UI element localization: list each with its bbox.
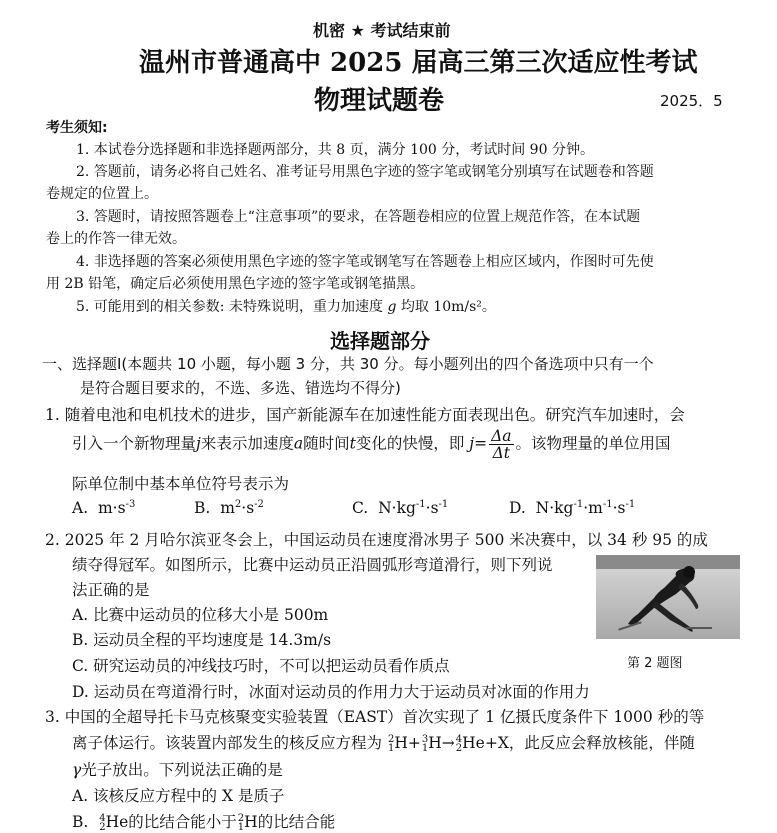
q1-line2: [72, 428, 671, 461]
q3-line3: [72, 758, 283, 780]
q3-option-b-label: B.: [72, 813, 89, 831]
q3-option-b: [72, 810, 335, 832]
q1-option-a: [72, 499, 135, 517]
notice-item-4-cont: 用 2B 铅笔，确定后必须使用黑色字迹的签字笔或钢笔描黑。: [46, 276, 425, 292]
q3-text-c: 光子放出。下列说法正确的是: [81, 761, 283, 779]
q1-option-d-sup3: -1: [625, 499, 636, 510]
q3-he-mass: 4: [455, 734, 463, 745]
q3-option-b-mid: 的比结合能小于: [128, 813, 237, 831]
q1-option-c: [352, 499, 448, 517]
q3-text-a: 离子体运行。该装置内部发生的核反应方程为: [72, 734, 383, 752]
q3-optb-he-mass: 4: [99, 813, 106, 824]
q1-formula-eq: =: [474, 434, 488, 453]
q3-h2-symbol: H: [394, 734, 408, 752]
q3-he-charge: 2: [455, 743, 463, 754]
q3-text-b: ，此反应会释放核能，伴随: [508, 734, 695, 752]
skate-blade-back: [686, 627, 712, 629]
q3-line1: 3. 中国的全超导托卡马克核聚变实验装置（EAST）首次实现了 1 亿摄氏度条件下 1000 秒的等: [45, 708, 705, 726]
q1-option-d-text: N·kg: [535, 499, 574, 518]
q1-option-d-sup: -1: [573, 499, 584, 510]
notice-heading: 考生须知:: [46, 120, 108, 136]
q3-h3-charge: 1: [421, 743, 429, 754]
notice-item-2: 2. 答题前，请务必将自己姓名、准考证号用黑色字迹的签字笔或钢笔分别填写在试题卷和答题: [76, 164, 654, 180]
q1-option-b-sup2: -2: [254, 499, 264, 510]
skater-helmet: [683, 566, 695, 578]
q3-optb-h-symbol: H: [244, 813, 258, 831]
q1-option-c-text: N·kg: [378, 499, 416, 518]
notice-item-3: 3. 答题时，请按照答题卷上“注意事项”的要求，在答题卷相应的位置上规范作答，在本试题: [76, 209, 641, 225]
section-intro-line1: 一、选择题Ⅰ(本题共 10 小题，每小题 3 分，共 30 分。每小题列出的四个备选项中只有一个: [42, 355, 654, 373]
q2-option-c: C. 研究运动员的冲线技巧时，不可以把运动员看作质点: [72, 657, 450, 675]
exam-subtitle: 物理试题卷: [314, 86, 445, 116]
q1-formula-j: j: [469, 434, 475, 453]
q1-option-b-sup: 2: [234, 499, 242, 510]
q1-option-b-text2: ·s: [241, 499, 255, 518]
q3-plus-2: +: [484, 734, 498, 752]
q1-option-d: [509, 499, 635, 517]
exam-title: 温州市普通高中 2025 届高三第三次适应性考试: [139, 48, 698, 78]
q1-frac-den: Δt: [492, 444, 511, 462]
notice-item-5-prefix: 5. 可能用到的相关参数: 未特殊说明，重力加速度: [76, 299, 383, 315]
q1-option-a-text: m·s: [97, 499, 126, 518]
q1-t-symbol: t: [349, 434, 356, 453]
section-title: 选择题部分: [330, 329, 430, 353]
q3-x-symbol: X: [497, 734, 509, 752]
secret-label: 机密 ★ 考试结束前: [313, 21, 451, 40]
notice-item-5: [76, 296, 496, 318]
q1-option-d-sup2: -1: [602, 499, 613, 510]
q1-text-d: 变化的快慢，即: [355, 434, 465, 453]
section-intro-line2: 是符合题目要求的，不选、多选、错选均不得分): [80, 379, 401, 397]
q1-line1: 1. 随着电池和电机技术的进步，国产新能源车在加速性能方面表现出色。研究汽车加速时，会: [45, 406, 685, 424]
q1-option-a-label: A.: [72, 499, 89, 518]
q3-h2-charge: 1: [387, 743, 395, 754]
q2-line2: 绩夺得冠军。如图所示，比赛中运动员正沿圆弧形弯道滑行，则下列说: [72, 556, 553, 574]
q1-text-e: 。该物理量的单位用国: [515, 434, 671, 453]
q3-h2-mass: 2: [387, 734, 395, 745]
q1-option-b-text: m: [220, 499, 235, 518]
notice-item-5-suffix: 均取 10m/s²。: [400, 299, 496, 315]
q1-fraction: [489, 428, 513, 461]
q2-option-a: A. 比赛中运动员的位移大小是 500m: [72, 606, 329, 624]
q3-option-a: A. 该核反应方程中的 X 是质子: [72, 787, 285, 805]
q3-optb-he-charge: 2: [99, 822, 106, 833]
q2-line1: 2. 2025 年 2 月哈尔滨亚冬会上，中国运动员在速度滑冰男子 500 米决赛中，以 34 秒 95 的成: [45, 531, 708, 549]
q3-arrow: →: [441, 734, 455, 752]
q3-plus-1: +: [407, 734, 421, 752]
q1-text-a: 引入一个新物理量: [72, 434, 197, 453]
q1-line3: 际单位制中基本单位符号表示为: [72, 475, 290, 493]
q1-option-c-sup: -1: [415, 499, 426, 510]
q2-option-d: D. 运动员在弯道滑行时，冰面对运动员的作用力大于运动员对冰面的作用力: [72, 683, 590, 701]
q3-h3-mass: 3: [421, 734, 429, 745]
q1-option-b: [194, 499, 264, 517]
q1-option-d-label: D.: [509, 499, 526, 518]
q3-he-symbol: He: [462, 734, 485, 752]
q3-option-b-end: 的比结合能: [257, 813, 336, 831]
q3-h3-symbol: H: [428, 734, 442, 752]
notice-item-2-cont: 卷规定的位置上。: [46, 186, 158, 202]
q1-option-b-label: B.: [194, 499, 211, 518]
notice-item-4: 4. 非选择题的答案必须使用黑色字迹的签字笔或钢笔写在答题卷上相应区域内，作图时可先使: [76, 254, 654, 270]
q1-j-symbol: j: [196, 434, 201, 453]
q1-option-c-text2: ·s: [425, 499, 439, 518]
q2-line3: 法正确的是: [72, 581, 150, 599]
q3-optb-h-mass: 2: [237, 813, 245, 824]
q1-option-a-sup: -3: [125, 499, 136, 510]
rink-wall: [596, 555, 740, 569]
gravity-symbol: g: [387, 299, 397, 315]
q1-option-c-label: C.: [352, 499, 369, 518]
q1-option-c-sup2: -1: [438, 499, 449, 510]
notice-item-3-cont: 卷上的作答一律无效。: [46, 231, 186, 247]
q1-text-c: 随时间: [303, 434, 350, 453]
q1-option-d-text2: ·m: [583, 499, 603, 518]
q3-line2: [72, 731, 695, 753]
q3-gamma-symbol: γ: [72, 761, 82, 779]
q1-option-d-text3: ·s: [612, 499, 626, 518]
notice-item-1: 1. 本试卷分选择题和非选择题两部分，共 8 页，满分 100 分，考试时间 90 分钟。: [76, 142, 594, 158]
q3-optb-he-symbol: He: [105, 813, 129, 831]
q1-a-symbol: a: [293, 434, 304, 453]
exam-date: 2025．5: [660, 92, 723, 110]
q3-optb-h-charge: 1: [237, 822, 245, 833]
q2-option-b: B. 运动员全程的平均速度是 14.3m/s: [72, 631, 332, 649]
figure-caption: 第 2 题图: [627, 656, 683, 671]
q1-text-b: 来表示加速度: [200, 434, 294, 453]
speed-skater-figure: [596, 555, 740, 639]
q1-frac-num: Δa: [491, 427, 512, 445]
